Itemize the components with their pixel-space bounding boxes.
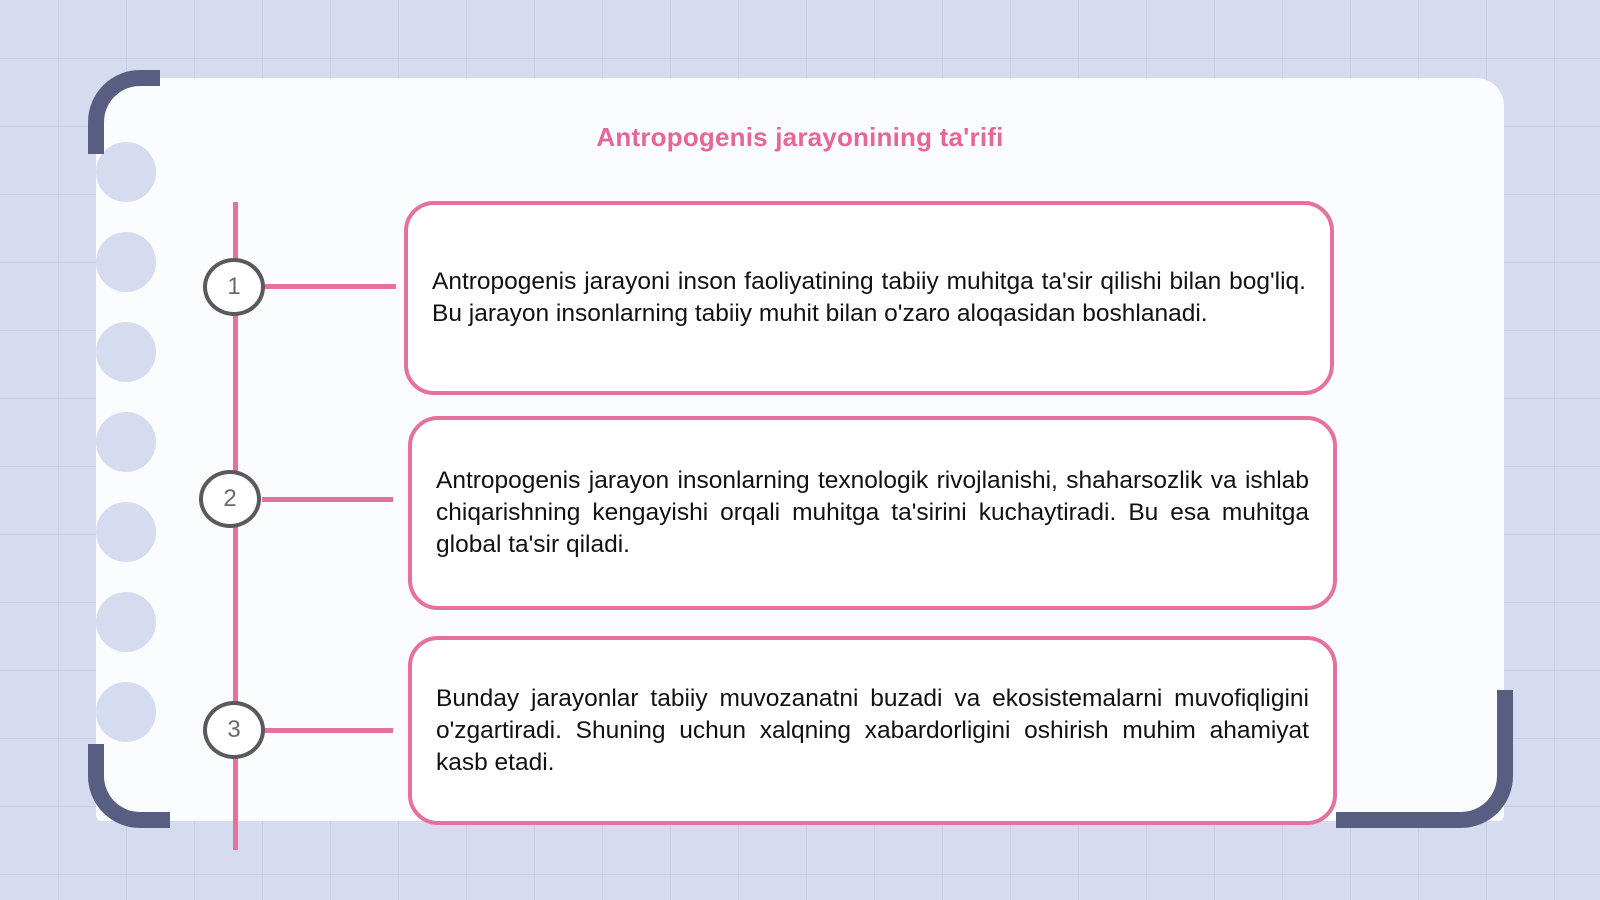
slide-title: Antropogenis jarayonining ta'rifi: [596, 122, 1004, 152]
step-card-3: [408, 636, 1337, 825]
step-number-2: 2: [199, 470, 261, 528]
step-card-1: [404, 201, 1334, 395]
timeline-connector-3: [262, 728, 393, 733]
timeline-connector-2: [262, 497, 393, 502]
step-text-3: Bunday jarayonlar tabiiy muvozanatni buzadi va ekosistemalarni muvofiqligini o'zgartiradi. Shuning uchun xalqning xabardorligini oshirish muhim ahamiyat kasb etadi.: [436, 684, 1309, 776]
step-card-2: [408, 416, 1337, 610]
paper-scallop: [96, 322, 156, 382]
paper-scallop: [96, 592, 156, 652]
paper-scallop: [96, 412, 156, 472]
step-text-2: Antropogenis jarayon insonlarning texnologik rivojlanishi, shaharsozlik va ishlab chiqarishning kengayishi orqali muhitga ta'sirini kuchaytiradi. Bu esa muhitga global ta'sir qiladi.: [436, 467, 1309, 558]
step-number-3: 3: [203, 701, 265, 759]
paper-scallop: [96, 682, 156, 742]
corner-bracket-bottom-right: [1336, 690, 1513, 828]
paper-scallop: [96, 232, 156, 292]
step-number-1: 1: [203, 258, 265, 316]
timeline-connector-1: [262, 284, 396, 289]
step-text-1: Antropogenis jarayoni inson faoliyatining tabiiy muhitga ta'sir qilishi bilan bog'liq. Bu jarayon insonlarning tabiiy muhit bilan o'zaro aloqasidan boshlanadi.: [432, 268, 1306, 327]
paper-scallop: [96, 502, 156, 562]
